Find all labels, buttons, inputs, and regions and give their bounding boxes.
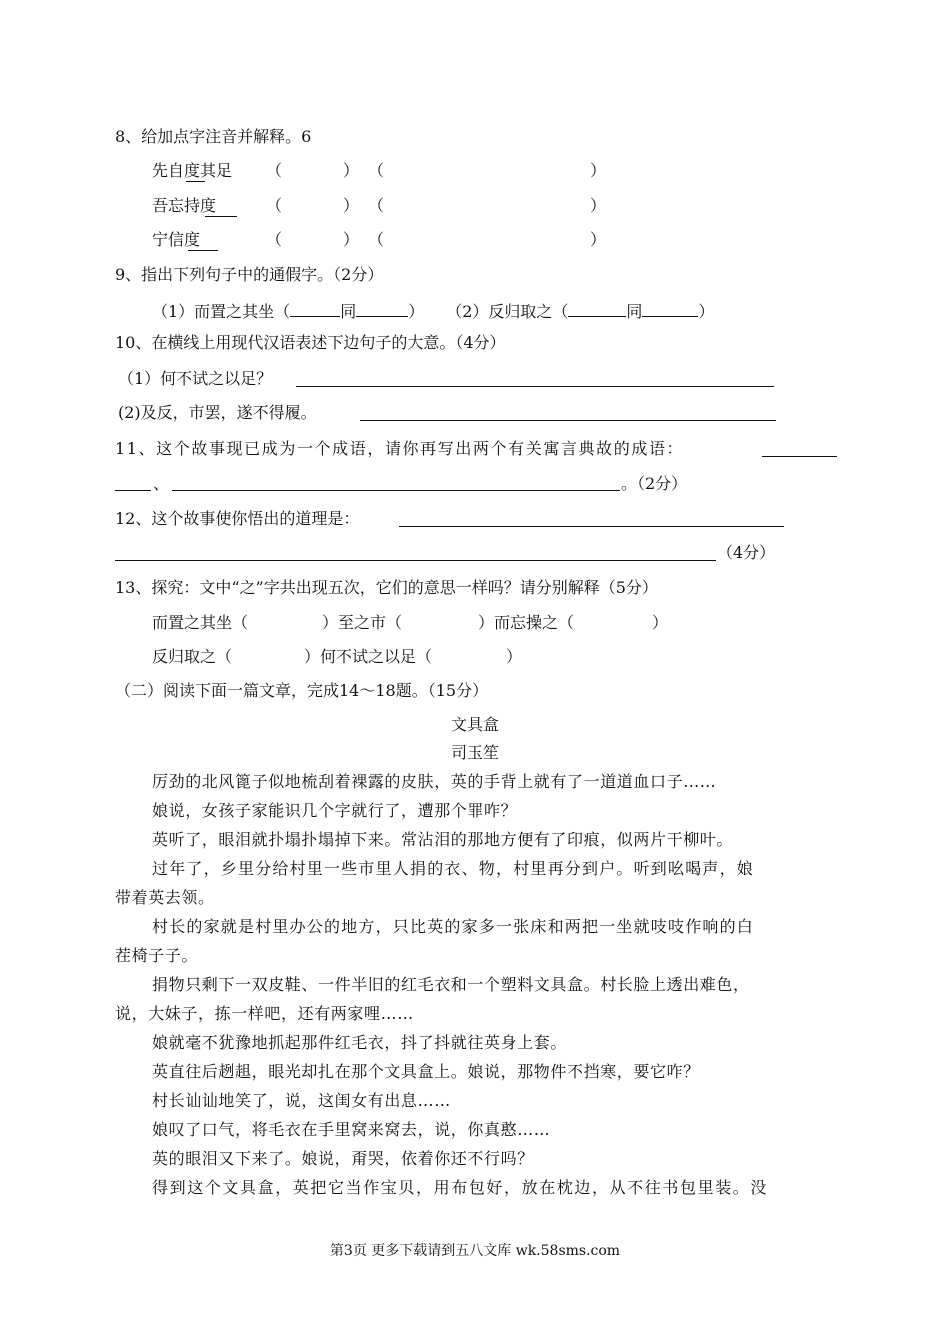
q9-p2-mid: 同 bbox=[626, 302, 643, 321]
q13-r1-a: 而置之其坐（ bbox=[152, 613, 249, 632]
q13-r2-b: ）何不试之以足（ bbox=[304, 647, 433, 666]
q8-item-1-dot-mark bbox=[186, 181, 205, 182]
q10-s1-answer-line[interactable] bbox=[296, 386, 774, 387]
q8-item-2-meaning-open: （ bbox=[368, 196, 385, 215]
q8-item-2-dot-mark bbox=[205, 216, 237, 217]
q8-item-1 bbox=[152, 160, 232, 182]
q8-item-3 bbox=[152, 229, 200, 251]
q11-blank-1-part-b[interactable] bbox=[115, 490, 151, 491]
q8-item-1-pinyin-close: ） bbox=[343, 161, 360, 180]
passage-line-7: 茬椅子子。 bbox=[115, 946, 199, 965]
q13-row-2 bbox=[152, 646, 522, 668]
passage-line-5: 带着英去领。 bbox=[115, 888, 215, 907]
q13-r1-b: ）至之市（ bbox=[322, 613, 403, 632]
q13-title: 13、探究：文中“之”字共出现五次，它们的意思一样吗？请分别解释（5分） bbox=[115, 578, 658, 597]
q11-blank-2[interactable] bbox=[172, 490, 620, 491]
passage-line-6: 村长的家就是村里办公的地方，只比英的家多一张床和两把一坐就吱吱作响的白 bbox=[152, 917, 755, 936]
q9-p1-prefix: （1）而置之其坐（ bbox=[152, 302, 291, 321]
passage-line-10: 娘就毫不犹豫地抓起那件红毛衣，抖了抖就往英身上套。 bbox=[152, 1033, 568, 1052]
q8-item-1-meaning-open: （ bbox=[368, 161, 385, 180]
q10-title: 10、在横线上用现代汉语表述下边句子的大意。（4分） bbox=[115, 333, 506, 352]
q8-item-2-pinyin-open: （ bbox=[266, 196, 283, 215]
q8-item-1-text: 先自度其足 bbox=[152, 161, 233, 180]
passage-line-4: 过年了，乡里分给村里一些市里人捐的衣、物，村里再分到户。听到吆喝声，娘 bbox=[152, 859, 755, 878]
section2-title: （二）阅读下面一篇文章，完成14～18题。（15分） bbox=[115, 681, 489, 700]
q13-r1-c: ）而忘操之（ bbox=[478, 613, 575, 632]
q9-p2-blank-2[interactable] bbox=[642, 298, 698, 317]
q12-answer-line-1[interactable] bbox=[399, 526, 784, 527]
q13-row-1 bbox=[152, 612, 668, 634]
q11-separator: 、 bbox=[153, 474, 170, 493]
q9-p1-mid: 同 bbox=[340, 302, 357, 321]
passage-line-13: 娘叹了口气，将毛衣在手里窝来窝去，说，你真憨…… bbox=[152, 1120, 551, 1139]
q10-s2: (2)及反，市罢，遂不得履。 bbox=[118, 403, 317, 422]
q8-item-1-meaning-close: ） bbox=[590, 161, 607, 180]
q10-s2-answer-line[interactable] bbox=[360, 420, 776, 421]
q11-blank-1-part-a[interactable] bbox=[762, 456, 837, 457]
q9-p1-blank-2[interactable] bbox=[356, 298, 408, 317]
q8-item-3-pinyin-close: ） bbox=[343, 230, 360, 249]
q8-item-3-meaning-close: ） bbox=[590, 230, 607, 249]
q8-item-3-dot-mark bbox=[188, 250, 218, 251]
q9-p1-blank-1[interactable] bbox=[290, 298, 340, 317]
q9-title: 9、指出下列句子中的通假字。（2分） bbox=[115, 265, 384, 284]
article-author: 司玉笙 bbox=[450, 743, 499, 762]
q8-title: 8、给加点字注音并解释。6 bbox=[115, 127, 312, 146]
page-footer: 第3页 更多下载请到五八文库 wk.58sms.com bbox=[329, 1243, 621, 1259]
q13-r1-d: ） bbox=[652, 613, 669, 632]
passage-line-9: 说，大妹子，拣一样吧，还有两家哩…… bbox=[115, 1004, 414, 1023]
q10-s1: （1）何不试之以足？ bbox=[118, 369, 273, 388]
passage-line-12: 村长讪讪地笑了，说，这闺女有出息…… bbox=[152, 1091, 451, 1110]
q13-r2-c: ） bbox=[506, 647, 523, 666]
q9-p1-suffix: ） bbox=[408, 302, 425, 321]
q9-p2-prefix: （2）反归取之（ bbox=[446, 302, 569, 321]
article-title: 文具盒 bbox=[450, 715, 499, 734]
q11-end: 。（2分） bbox=[621, 474, 688, 493]
passage-line-1: 厉劲的北风篦子似地梳刮着裸露的皮肤，英的手背上就有了一道道血口子…… bbox=[152, 772, 717, 791]
q8-item-3-meaning-open: （ bbox=[368, 230, 385, 249]
q9-row bbox=[152, 298, 714, 323]
q9-p2-blank-1[interactable] bbox=[568, 298, 626, 317]
passage-line-8: 捐物只剩下一双皮鞋、一件半旧的红毛衣和一个塑料文具盒。村长脸上透出难色， bbox=[152, 975, 750, 994]
q12-title: 12、这个故事使你悟出的道理是： bbox=[115, 509, 360, 528]
q13-r2-a: 反归取之（ bbox=[152, 647, 233, 666]
q12-answer-line-2[interactable] bbox=[115, 560, 716, 561]
passage-line-11: 英直往后趔趄，眼光却扎在那个文具盒上。娘说，那物件不挡寒，要它咋？ bbox=[152, 1062, 700, 1081]
q8-item-3-pinyin-open: （ bbox=[266, 230, 283, 249]
q8-item-2 bbox=[152, 195, 216, 217]
q9-p2-suffix: ） bbox=[698, 302, 715, 321]
passage-line-3: 英听了，眼泪就扑塌扑塌掉下来。常沾泪的那地方便有了印痕，似两片干柳叶。 bbox=[152, 830, 734, 849]
q8-item-1-pinyin-open: （ bbox=[266, 161, 283, 180]
passage-line-2: 娘说，女孩子家能识几个字就行了，遭那个罪咋？ bbox=[152, 801, 518, 820]
q12-end: （4分） bbox=[717, 543, 776, 562]
passage-line-14: 英的眼泪又下来了。娘说，甭哭，依着你还不行吗？ bbox=[152, 1149, 534, 1168]
passage-line-15: 得到这个文具盒，英把它当作宝贝，用布包好，放在枕边，从不往书包里装。没 bbox=[152, 1178, 769, 1197]
q8-item-2-text: 吾忘持度 bbox=[152, 196, 217, 215]
q8-item-2-pinyin-close: ） bbox=[343, 196, 360, 215]
q8-item-3-text: 宁信度 bbox=[152, 230, 201, 249]
q8-item-2-meaning-close: ） bbox=[590, 196, 607, 215]
q11-title: 11、这个故事现已成为一个成语，请你再写出两个有关寓言典故的成语： bbox=[115, 439, 685, 458]
